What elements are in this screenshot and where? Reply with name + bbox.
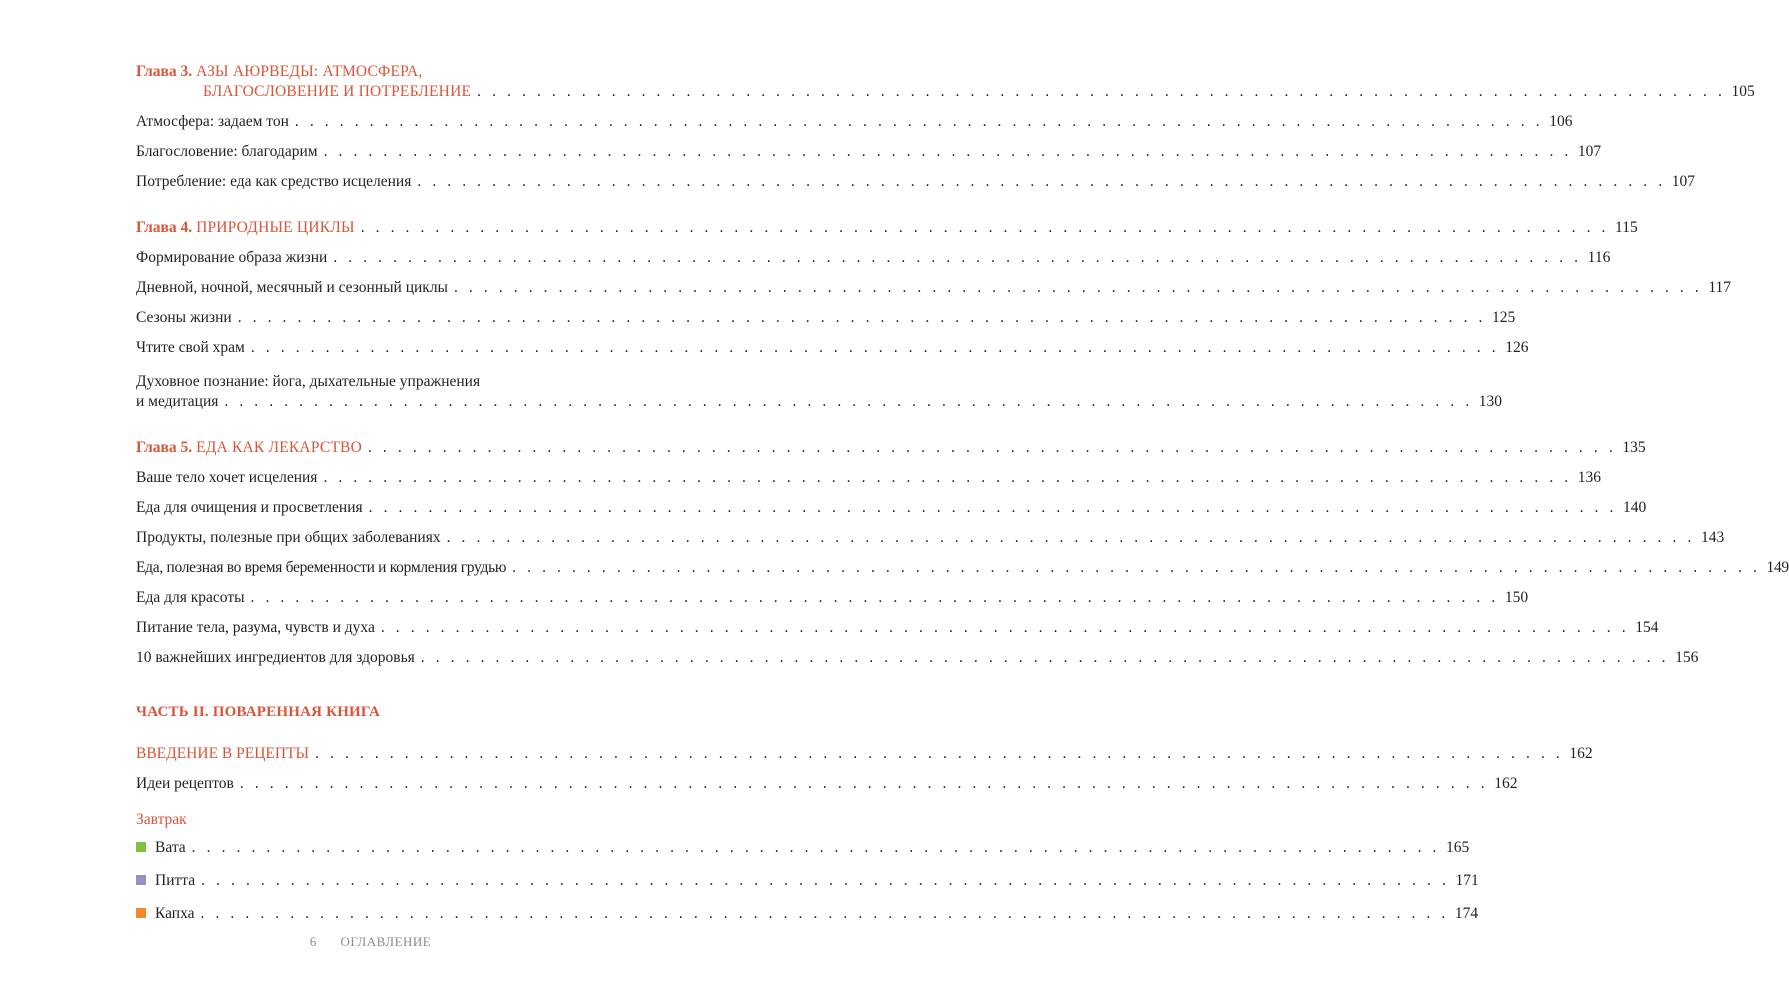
table-of-contents <box>136 62 1789 924</box>
page-number: 130 <box>1478 393 1502 410</box>
entry-label: Питание тела, разума, чувств и духа <box>136 619 375 636</box>
chapter-3-title-line2 <box>136 82 1755 102</box>
chapter-title: АЗЫ АЮРВЕДЫ: АТМОСФЕРА, <box>196 63 423 80</box>
page-number: 156 <box>1675 649 1699 666</box>
breakfast-entry-pitta[interactable] <box>136 871 1479 891</box>
entry-label: Сезоны жизни <box>136 309 232 326</box>
dot-leader: . . . . . . . . . . . . . . . . . . . . . . . . . . . . . . . . . . . . . . . . . . . . . . . . . . . . . . . . . . . . . . . . . . . . . . . . . . . . . . . . . . . . <box>360 219 1610 236</box>
chapter-title-cont: БЛАГОСЛОВЕНИЕ И ПОТРЕБЛЕНИЕ <box>203 83 472 100</box>
dot-leader: . . . . . . . . . . . . . . . . . . . . . . . . . . . . . . . . . . . . . . . . . . . . . . . . . . . . . . . . . . . . . . . . . . . . . . . . . . . . . . . . . . . . <box>250 589 1499 606</box>
entry-label: Атмосфера: задаем тон <box>136 113 289 130</box>
page-number: 125 <box>1492 309 1516 326</box>
entry-label: Еда для очищения и просветления <box>136 499 363 516</box>
page-number: 143 <box>1700 529 1725 546</box>
dot-leader: . . . . . . . . . . . . . . . . . . . . . . . . . . . . . . . . . . . . . . . . . . . . . . . . . . . . . . . . . . . . . . . . . . . . . . . . . . . . . . . . . . . . <box>239 775 1489 792</box>
toc-entry[interactable] <box>136 648 1699 668</box>
orange-square-icon <box>136 908 146 918</box>
toc-entry[interactable] <box>136 172 1695 192</box>
entry-label: Продукты, полезные при общих заболеваниях <box>136 529 441 546</box>
entry-label: Формирование образа жизни <box>136 249 328 266</box>
toc-entry[interactable] <box>136 338 1529 358</box>
toc-entry[interactable] <box>136 498 1647 518</box>
green-square-icon <box>136 842 146 852</box>
entry-label: Еда для красоты <box>136 589 245 606</box>
chapter-3-title-line1 <box>136 62 621 82</box>
page-footer <box>0 934 741 950</box>
page-number: 136 <box>1577 469 1602 486</box>
dot-leader: . . . . . . . . . . . . . . . . . . . . . . . . . . . . . . . . . . . . . . . . . . . . . . . . . . . . . . . . . . . . . . . . . . . . . . . . . . . . . . . . . . . . <box>201 872 1450 889</box>
dot-leader: . . . . . . . . . . . . . . . . . . . . . . . . . . . . . . . . . . . . . . . . . . . . . . . . . . . . . . . . . . . . . . . . . . . . . . . . . . . . . . . . . . . . <box>417 173 1666 190</box>
entry-label: 10 важнейших ингредиентов для здоровья <box>136 649 415 666</box>
toc-entry[interactable] <box>136 528 1725 548</box>
page-number: 171 <box>1455 872 1479 889</box>
page-number: 115 <box>1615 219 1638 236</box>
page-number: 135 <box>1622 439 1646 456</box>
entry-label: ВВЕДЕНИЕ В РЕЦЕПТЫ <box>136 745 310 762</box>
chapter-number: Глава 4. <box>136 219 193 236</box>
dot-leader: . . . . . . . . . . . . . . . . . . . . . . . . . . . . . . . . . . . . . . . . . . . . . . . . . . . . . . . . . . . . . . . . . . . . . . . . . . . . . . . . . . . . <box>237 309 1487 326</box>
toc-entry[interactable] <box>136 142 1602 162</box>
dot-leader: . . . . . . . . . . . . . . . . . . . . . . . . . . . . . . . . . . . . . . . . . . . . . . . . . . . . . . . . . . . . . . . . . . . . . . . . . . . . . . . . . . . . <box>323 143 1572 160</box>
entry-label: Дневной, ночной, месячный и сезонный циклы <box>136 279 448 296</box>
chapter-5-heading[interactable] <box>136 438 1646 458</box>
footer-page-number: 6 <box>309 934 317 949</box>
chapter-4-heading[interactable] <box>136 218 1638 238</box>
toc-entry[interactable] <box>136 588 1529 608</box>
entry-label: Чтите свой храм <box>136 339 245 356</box>
entry-label: Капха <box>155 905 195 922</box>
entry-label: Потребление: еда как средство исцеления <box>136 173 412 190</box>
entry-label-line1: Духовное познание: йога, дыхательные упражнения <box>136 373 481 390</box>
page-number: 154 <box>1635 619 1659 636</box>
dot-leader: . . . . . . . . . . . . . . . . . . . . . . . . . . . . . . . . . . . . . . . . . . . . . . . . . . . . . . . . . . . . . . . . . . . . . . . . . . . . . . . . . . . . <box>420 649 1670 666</box>
dot-leader: . . . . . . . . . . . . . . . . . . . . . . . . . . . . . . . . . . . . . . . . . . . . . . . . . . . . . . . . . . . . . . . . . . . . . . . . . . . . . . . . . . . . <box>323 469 1572 486</box>
entry-label-line2: и медитация <box>136 393 219 410</box>
page-number: 105 <box>1731 83 1755 100</box>
page-number: 149 <box>1766 559 1789 576</box>
toc-entry[interactable] <box>136 308 1516 328</box>
chapter-3-heading[interactable] <box>136 62 1755 102</box>
breakfast-heading: Завтрак <box>136 811 187 828</box>
toc-entry[interactable] <box>136 278 1731 298</box>
page-number: 106 <box>1549 113 1573 130</box>
dot-leader: . . . . . . . . . . . . . . . . . . . . . . . . . . . . . . . . . . . . . . . . . . . . . . . . . . . . . . . . . . . . . . . . . . . . . . . . . . . . . . . . . . . . <box>477 83 1726 100</box>
breakfast-entry-vata[interactable] <box>136 838 1470 858</box>
toc-entry[interactable] <box>136 558 1789 578</box>
dot-leader: . . . . . . . . . . . . . . . . . . . . . . . . . . . . . . . . . . . . . . . . . . . . . . . . . . . . . . . . . . . . . . . . . . . . . . . . . . . . . . . . . . . . <box>368 499 1617 516</box>
toc-entry[interactable] <box>136 468 1602 488</box>
entry-label: Ваше тело хочет исцеления <box>136 469 318 486</box>
entry-label: Вата <box>155 839 186 856</box>
dot-leader: . . . . . . . . . . . . . . . . . . . . . . . . . . . . . . . . . . . . . . . . . . . . . . . . . . . . . . . . . . . . . . . . . . . . . . . . . . . . . . . . . . . . <box>224 393 1473 410</box>
toc-entry[interactable] <box>136 774 1518 794</box>
entry-label: Благословение: благодарим <box>136 143 318 160</box>
purple-square-icon <box>136 875 146 885</box>
page-number: 165 <box>1446 839 1470 856</box>
page-number: 162 <box>1494 775 1518 792</box>
recipes-intro-entry[interactable] <box>136 744 1593 764</box>
toc-entry[interactable] <box>136 248 1611 268</box>
page-number: 126 <box>1505 339 1529 356</box>
chapter-number: Глава 5. <box>136 439 193 456</box>
dot-leader: . . . . . . . . . . . . . . . . . . . . . . . . . . . . . . . . . . . . . . . . . . . . . . . . . . . . . . . . . . . . . . . . . . . . . . . . . . . . . . . . . . . . <box>250 339 1500 356</box>
dot-leader: . . . . . . . . . . . . . . . . . . . . . . . . . . . . . . . . . . . . . . . . . . . . . . . . . . . . . . . . . . . . . . . . . . . . . . . . . . . . . . . . . . . . <box>315 745 1564 762</box>
page-number: 174 <box>1454 905 1479 922</box>
toc-entry[interactable] <box>136 618 1659 638</box>
entry-label: Питта <box>155 872 196 889</box>
chapter-title: ПРИРОДНЫЕ ЦИКЛЫ <box>196 219 355 236</box>
dot-leader: . . . . . . . . . . . . . . . . . . . . . . . . . . . . . . . . . . . . . . . . . . . . . . . . . . . . . . . . . . . . . . . . . . . . . . . . . . . . . . . . . . . . <box>333 249 1582 266</box>
breakfast-entry-kapha[interactable] <box>136 904 1479 924</box>
part-2-heading[interactable]: ЧАСТЬ II. ПОВАРЕННАЯ КНИГА <box>136 704 381 720</box>
dot-leader: . . . . . . . . . . . . . . . . . . . . . . . . . . . . . . . . . . . . . . . . . . . . . . . . . . . . . . . . . . . . . . . . . . . . . . . . . . . . . . . . . . . . <box>191 839 1440 856</box>
page-number: 117 <box>1708 279 1731 296</box>
dot-leader: . . . . . . . . . . . . . . . . . . . . . . . . . . . . . . . . . . . . . . . . . . . . . . . . . . . . . . . . . . . . . . . . . . . . . . . . . . . . . . . . . . . . <box>294 113 1544 130</box>
toc-entry[interactable] <box>136 112 1573 132</box>
dot-leader: . . . . . . . . . . . . . . . . . . . . . . . . . . . . . . . . . . . . . . . . . . . . . . . . . . . . . . . . . . . . . . . . . . . . . . . . . . . . . . . . . . . . <box>446 529 1695 546</box>
entry-label: Идеи рецептов <box>136 775 234 792</box>
chapter-number: Глава 3. <box>136 63 193 80</box>
dot-leader: . . . . . . . . . . . . . . . . . . . . . . . . . . . . . . . . . . . . . . . . . . . . . . . . . . . . . . . . . . . . . . . . . . . . . . . . . . . . . . . . . . . . <box>512 559 1761 576</box>
chapter-title: ЕДА КАК ЛЕКАРСТВО <box>196 439 362 456</box>
page-number: 140 <box>1622 499 1647 516</box>
footer-section-title: ОГЛАВЛЕНИЕ <box>340 934 432 949</box>
dot-leader: . . . . . . . . . . . . . . . . . . . . . . . . . . . . . . . . . . . . . . . . . . . . . . . . . . . . . . . . . . . . . . . . . . . . . . . . . . . . . . . . . . . . <box>380 619 1630 636</box>
dot-leader: . . . . . . . . . . . . . . . . . . . . . . . . . . . . . . . . . . . . . . . . . . . . . . . . . . . . . . . . . . . . . . . . . . . . . . . . . . . . . . . . . . . . <box>367 439 1617 456</box>
dot-leader: . . . . . . . . . . . . . . . . . . . . . . . . . . . . . . . . . . . . . . . . . . . . . . . . . . . . . . . . . . . . . . . . . . . . . . . . . . . . . . . . . . . . <box>453 279 1703 296</box>
page-number: 150 <box>1504 589 1529 606</box>
toc-entry-multiline[interactable] <box>136 372 1502 412</box>
page-number: 116 <box>1587 249 1611 266</box>
page-number: 107 <box>1671 173 1695 190</box>
dot-leader: . . . . . . . . . . . . . . . . . . . . . . . . . . . . . . . . . . . . . . . . . . . . . . . . . . . . . . . . . . . . . . . . . . . . . . . . . . . . . . . . . . . . <box>200 905 1449 922</box>
entry-label: Еда, полезная во время беременности и кормления грудью <box>136 559 507 576</box>
page-number: 107 <box>1577 143 1602 160</box>
page-number: 162 <box>1569 745 1593 762</box>
